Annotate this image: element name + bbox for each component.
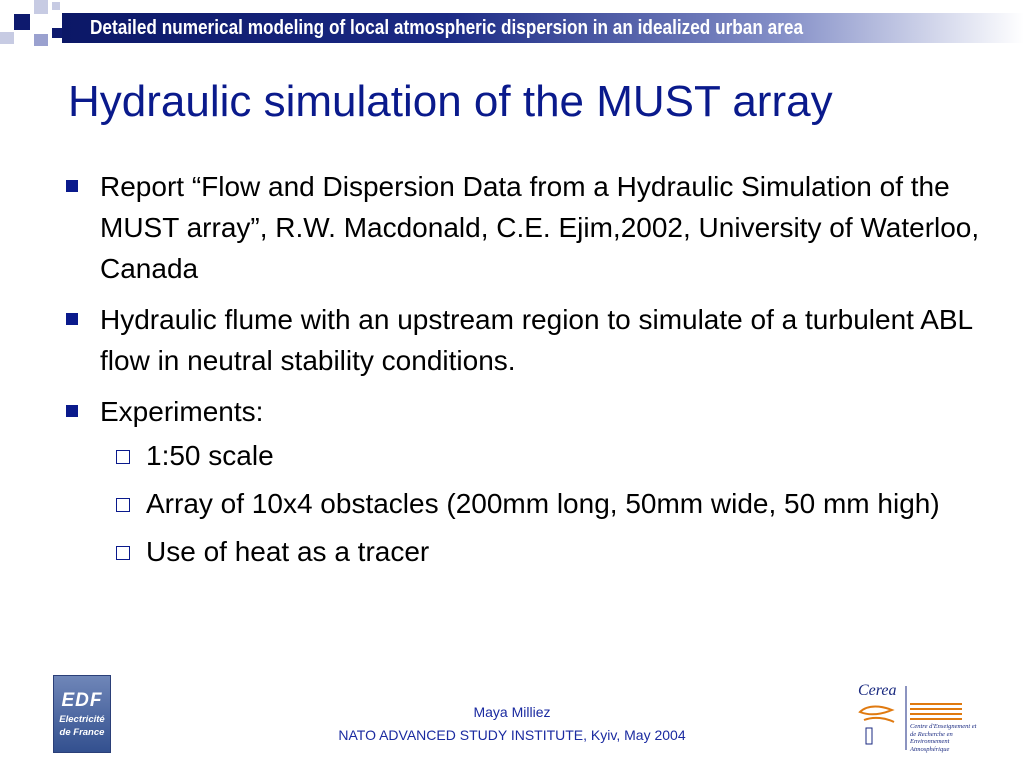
corner-square-3 bbox=[0, 32, 14, 44]
bullet-item bbox=[62, 299, 982, 381]
corner-square-6 bbox=[52, 28, 62, 38]
slide-title: Hydraulic simulation of the MUST array bbox=[68, 77, 833, 126]
edf-logo bbox=[53, 675, 111, 753]
corner-square-2 bbox=[34, 0, 48, 14]
bullet-list bbox=[62, 166, 982, 580]
edf-logo-line2: de France bbox=[59, 727, 105, 738]
bullet-text: Report “Flow and Dispersion Data from a Hydraulic Simulation of the MUST array”, R.W. Macdonald, C.E. Ejim,2002, University of Waterloo, Canada bbox=[100, 171, 980, 284]
square-bullet-icon bbox=[66, 313, 78, 325]
bullet-item bbox=[62, 166, 982, 289]
edf-logo-main: EDF bbox=[61, 690, 103, 711]
hollow-square-bullet-icon bbox=[116, 498, 130, 512]
sub-bullet-text: 1:50 scale bbox=[146, 440, 274, 471]
hollow-square-bullet-icon bbox=[116, 450, 130, 464]
sub-bullet-text: Use of heat as a tracer bbox=[146, 536, 430, 567]
bullet-text: Hydraulic flume with an upstream region to simulate of a turbulent ABL flow in neutral stability conditions. bbox=[100, 304, 973, 376]
corner-square-1 bbox=[14, 14, 30, 30]
edf-logo-line1: Electricité bbox=[59, 714, 105, 725]
bullet-item bbox=[62, 391, 982, 432]
sub-bullet-list bbox=[62, 436, 982, 572]
cerea-logo-description: Centre d'Enseignement et de Recherche en Environnement Atmosphérique bbox=[910, 723, 977, 753]
bullet-text: Experiments: bbox=[100, 396, 264, 427]
sub-bullet-item bbox=[62, 436, 982, 476]
square-bullet-icon bbox=[66, 180, 78, 192]
sub-bullet-item bbox=[62, 484, 982, 524]
footer-event: NATO ADVANCED STUDY INSTITUTE, Kyiv, May 2004 bbox=[338, 727, 686, 743]
cerea-logo-name: Cerea bbox=[858, 682, 897, 699]
square-bullet-icon bbox=[66, 405, 78, 417]
sub-bullet-item bbox=[62, 532, 982, 572]
footer-author: Maya Milliez bbox=[473, 704, 551, 720]
banner-title: Detailed numerical modeling of local atmospheric dispersion in an idealized urban area bbox=[90, 17, 804, 39]
corner-square-5 bbox=[52, 2, 60, 10]
cerea-logo bbox=[852, 680, 982, 760]
hollow-square-bullet-icon bbox=[116, 546, 130, 560]
corner-square-4 bbox=[34, 34, 48, 46]
sub-bullet-text: Array of 10x4 obstacles (200mm long, 50mm wide, 50 mm high) bbox=[146, 488, 940, 519]
